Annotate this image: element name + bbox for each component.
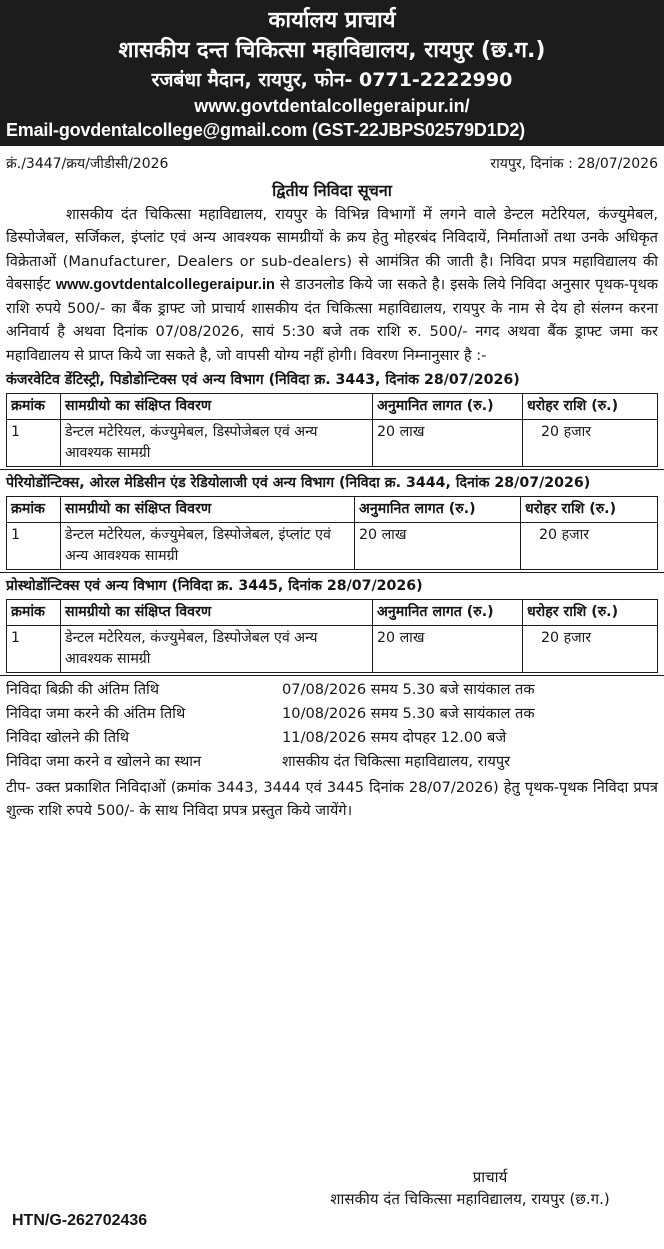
cell-deposit: 20 हजार — [521, 523, 658, 570]
schedule-label: निविदा बिक्री की अंतिम तिथि — [6, 681, 160, 699]
signatory-office: शासकीय दंत चिकित्सा महाविद्यालय, रायपुर (छ.ग.) — [330, 1190, 610, 1208]
reference-date: रायपुर, दिनांक : 28/07/2026 — [490, 156, 658, 172]
table-row — [7, 523, 658, 570]
college-name: शासकीय दन्त चिकित्सा महाविद्यालय, रायपुर (छ.ग.) — [118, 38, 546, 63]
tender-table-3445 — [6, 599, 658, 673]
college-website[interactable]: www.govtdentalcollegeraipur.in/ — [194, 96, 470, 116]
schedule-label: निविदा जमा करने की अंतिम तिथि — [6, 705, 186, 723]
section-heading-3443: कंजरवेटिव डेंटिस्ट्री, पिडोडोन्टिक्स एवं अन्य विभाग (निविदा क्र. 3443, दिनांक 28/07/2026) — [6, 372, 520, 389]
schedule-value: 10/08/2026 समय 5.30 बजे सायंकाल तक — [282, 705, 535, 723]
section-divider — [0, 675, 664, 676]
office-title: कार्यालय प्राचार्य — [268, 8, 396, 33]
table-header-row — [7, 497, 658, 523]
col-description: सामग्रीयो का संक्षिप्त विवरण — [61, 497, 355, 523]
schedule-item — [6, 678, 658, 702]
col-serial: क्रमांक — [7, 600, 61, 626]
col-estimated-cost: अनुमानित लागत (रु.) — [355, 497, 521, 523]
cell-estimated-cost: 20 लाख — [355, 523, 521, 570]
intro-part1: शासकीय दंत चिकित्सा महाविद्यालय, रायपुर के विभिन्न विभागों में लगने वाले डेन्टल मटेरियल, कंज्युमेबल, डिस्पोजेबल, सर्जिकल, इंप्लांट एवं अन्य आवश्यक सामग्रीयों के क्रय हेतु मोहरबंद निविदायें, निर्माताओं तथा उनके अधिकृत विक्रेताओं (Manufacturer, Dealers or sub-dealers) से आमंत्रित की जाती है। निविदा प्रपत्र महाविद्यालय की वेबसाईट — [6, 206, 658, 293]
college-address: रजबंधा मैदान, रायपुर, फोन- 0771-2222990 — [151, 69, 513, 91]
signatory-title: प्राचार्य — [472, 1168, 508, 1186]
intro-website[interactable]: www.govtdentalcollegeraipur.in — [55, 276, 275, 293]
intro-part2: से डाउनलोड किये जा सकते है। इसके लिये निविदा अनुसार पृथक-पृथक राशि रुपये 500/- का बैंक ड्राफ्ट जो प्राचार्य शासकीय दंत चिकित्सा महाविद्यालय, रायपुर के नाम से देय हो संलग्न करना अनिवार्य है अथवा दिनांक 07/08/2026, सायं 5:30 बजे तक राशि रु. 500/- नगद अथवा बैंक ड्राफ्ट जमा कर महाविद्यालय से प्राप्त किये जा सकते है, जो वापसी योग्य नहीं होगी। विवरण निम्नानुसार है :- — [6, 275, 658, 364]
schedule-item — [6, 750, 658, 774]
col-description: सामग्रीयो का संक्षिप्त विवरण — [61, 394, 373, 420]
note-paragraph: टीप- उक्त प्रकाशित निविदाओं (क्रमांक 3443, 3444 एवं 3445 दिनांक 28/07/2026) हेतु पृथक-पृथक निविदा प्रपत्र शुल्क राशि रुपये 500/- के साथ निविदा प्रपत्र प्रस्तुत किये जायेंगे। — [6, 779, 658, 820]
schedule-list — [6, 678, 658, 774]
schedule-value: 11/08/2026 समय दोपहर 12.00 बजे — [282, 729, 507, 747]
col-description: सामग्रीयो का संक्षिप्त विवरण — [61, 600, 373, 626]
schedule-label: निविदा जमा करने व खोलने का स्थान — [6, 753, 202, 771]
advertisement-code: HTN/G-262702436 — [12, 1212, 148, 1229]
schedule-item — [6, 702, 658, 726]
cell-deposit: 20 हजार — [523, 626, 658, 673]
letterhead — [0, 0, 664, 146]
intro-paragraph — [6, 203, 658, 367]
col-serial: क्रमांक — [7, 394, 61, 420]
cell-deposit: 20 हजार — [523, 420, 658, 467]
cell-serial: 1 — [7, 626, 61, 673]
cell-estimated-cost: 20 लाख — [373, 420, 523, 467]
cell-serial: 1 — [7, 420, 61, 467]
cell-description: डेन्टल मटेरियल, कंज्युमेबल, डिस्पोजेबल, इंप्लांट एवं अन्य आवश्यक सामग्री — [61, 523, 355, 570]
signature-block — [290, 1166, 650, 1210]
notice-title: द्वितीय निविदा सूचना — [272, 181, 392, 200]
table-header-row — [7, 394, 658, 420]
section-heading-3445: प्रोस्थोडोंन्टिक्स एवं अन्य विभाग (निविदा क्र. 3445, दिनांक 28/07/2026) — [6, 578, 423, 595]
col-estimated-cost: अनुमानित लागत (रु.) — [373, 600, 523, 626]
schedule-label: निविदा खोलने की तिथि — [6, 729, 130, 747]
tender-table-3444 — [6, 496, 658, 570]
cell-description: डेन्टल मटेरियल, कंज्युमेबल, डिस्पोजेबल एवं अन्य आवश्यक सामग्री — [61, 420, 373, 467]
schedule-value: शासकीय दंत चिकित्सा महाविद्यालय, रायपुर — [282, 753, 511, 771]
col-deposit: धरोहर राशि (रु.) — [523, 394, 658, 420]
tender-table-3443 — [6, 393, 658, 467]
section-divider — [0, 572, 664, 573]
cell-estimated-cost: 20 लाख — [373, 626, 523, 673]
table-row — [7, 626, 658, 673]
reference-line — [6, 154, 658, 174]
col-serial: क्रमांक — [7, 497, 61, 523]
college-email-gst[interactable]: Email-govdentalcollege@gmail.com (GST-22JBPS02579D1D2) — [6, 120, 525, 140]
col-deposit: धरोहर राशि (रु.) — [521, 497, 658, 523]
table-row — [7, 420, 658, 467]
col-deposit: धरोहर राशि (रु.) — [523, 600, 658, 626]
reference-number: क्रं./3447/क्रय/जीडीसी/2026 — [6, 156, 169, 172]
table-header-row — [7, 600, 658, 626]
schedule-value: 07/08/2026 समय 5.30 बजे सायंकाल तक — [282, 681, 535, 699]
col-estimated-cost: अनुमानित लागत (रु.) — [373, 394, 523, 420]
section-heading-3444: पेरियोडोंन्टिक्स, ओरल मेडिसीन एंड रेडियोलाजी एवं अन्य विभाग (निविदा क्र. 3444, दिनांक 28/07/2026) — [6, 475, 591, 492]
cell-description: डेन्टल मटेरियल, कंज्युमेबल, डिस्पोजेबल एवं अन्य आवश्यक सामग्री — [61, 626, 373, 673]
cell-serial: 1 — [7, 523, 61, 570]
schedule-item — [6, 726, 658, 750]
section-divider — [0, 469, 664, 470]
